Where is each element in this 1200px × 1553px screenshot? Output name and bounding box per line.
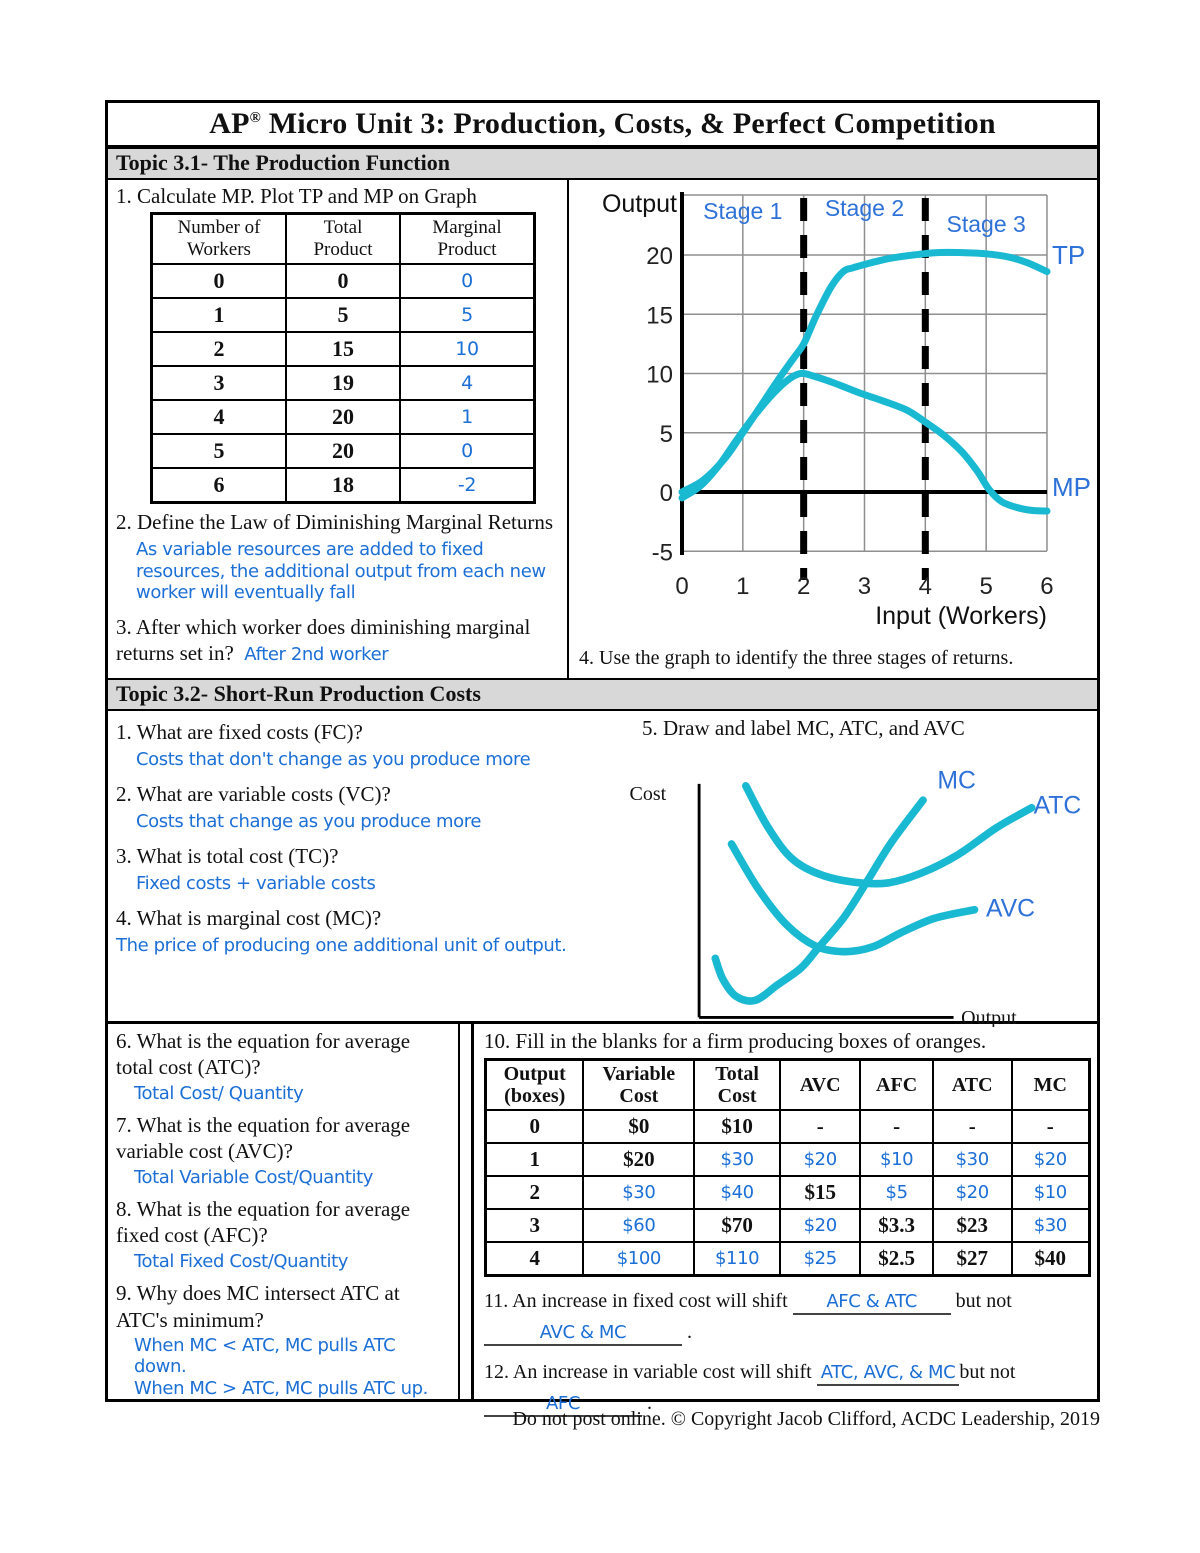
- table-row: [152, 264, 535, 298]
- table-cell: 2: [486, 1176, 584, 1209]
- table-row: [152, 366, 535, 400]
- handwritten-answer: Total Fixed Cost/Quantity: [134, 1250, 348, 1272]
- table-cell: 15: [286, 332, 400, 366]
- table-cell: 0: [486, 1110, 584, 1143]
- production-chart: [569, 180, 1097, 650]
- question-text: .: [682, 1321, 692, 1344]
- table-cell: 1: [486, 1143, 584, 1176]
- registered-mark: ®: [249, 110, 262, 126]
- column-header: MC: [1012, 1060, 1090, 1111]
- table-cell: $20: [1012, 1143, 1090, 1176]
- handwritten-answer: Costs that change as you produce more: [136, 811, 482, 833]
- table-cell: -: [933, 1110, 1012, 1143]
- svg-text:MP: MP: [1052, 472, 1091, 502]
- question-2: 2. Define the Law of Diminishing Marginal Returns: [116, 509, 554, 534]
- handwritten-answer: When MC < ATC, MC pulls ATC down. When MC > ATC, MC pulls ATC up.: [134, 1334, 428, 1399]
- table-cell: 5: [286, 298, 400, 332]
- table-cell: 5: [152, 434, 287, 468]
- table-cell: $30: [583, 1176, 694, 1209]
- table-cell: 1: [152, 298, 287, 332]
- table-row: [152, 298, 535, 332]
- table-cell: $27: [933, 1242, 1012, 1276]
- table-row: [152, 400, 535, 434]
- bottom-section: [108, 1021, 1097, 1415]
- table-row: [152, 332, 535, 366]
- topic-32-graph-area: [620, 711, 1097, 1028]
- table-cell: $10: [694, 1110, 780, 1143]
- table-cell: $2.5: [860, 1242, 932, 1276]
- worksheet-frame: [105, 100, 1100, 1415]
- table-cell: $40: [694, 1176, 780, 1209]
- table-cell: $20: [780, 1143, 860, 1176]
- worker-table: [150, 212, 536, 504]
- table-cell: $25: [780, 1242, 860, 1276]
- question: 2. What are variable costs (VC)?: [116, 781, 391, 806]
- question-text: 12. An increase in variable cost will shift: [484, 1361, 817, 1384]
- question-10: 10. Fill in the blanks for a firm producing boxes of oranges.: [484, 1029, 987, 1053]
- table-cell: 18: [286, 468, 400, 503]
- svg-text:10: 10: [646, 361, 673, 389]
- table-row: [486, 1143, 1090, 1176]
- column-header: AFC: [860, 1060, 932, 1111]
- bottom-left-questions: [108, 1024, 460, 1399]
- question-3: 3. After which worker does diminishing marginal returns set in? After 2nd worker: [116, 614, 531, 666]
- table-cell: $30: [694, 1143, 780, 1176]
- table-cell: $5: [860, 1176, 932, 1209]
- question-5: 5. Draw and label MC, ATC, and AVC: [642, 716, 965, 740]
- table-cell: 3: [152, 366, 287, 400]
- question: 8. What is the equation for average fixed cost (AFC)?: [116, 1197, 411, 1248]
- table-cell: $30: [933, 1143, 1012, 1176]
- filled-blank: AFC: [484, 1395, 642, 1417]
- column-header: Output (boxes): [486, 1060, 584, 1111]
- svg-text:Output: Output: [601, 190, 677, 218]
- filled-blank: ATC, AVC, & MC: [817, 1364, 960, 1386]
- svg-text:AVC: AVC: [985, 895, 1036, 923]
- svg-text:MC: MC: [937, 767, 976, 795]
- handwritten-answer: Fixed costs + variable costs: [136, 872, 376, 894]
- table-cell: 4: [152, 400, 287, 434]
- column-header: Total Product: [286, 214, 400, 264]
- cost-curves-chart: [620, 741, 1087, 1027]
- table-cell: 3: [486, 1209, 584, 1242]
- table-row: [152, 434, 535, 468]
- handwritten-answer: Costs that don't change as you produce more: [136, 749, 531, 771]
- table-cell: 0: [400, 434, 535, 468]
- table-cell: $20: [933, 1176, 1012, 1209]
- table-cell: 4: [400, 366, 535, 400]
- handwritten-answer: Total Cost/ Quantity: [134, 1082, 304, 1104]
- question-11: [484, 1286, 1091, 1348]
- svg-text:20: 20: [646, 243, 673, 270]
- table-cell: $110: [694, 1242, 780, 1276]
- topic-31-right-column: [569, 180, 1097, 678]
- svg-text:Stage 3: Stage 3: [946, 211, 1026, 237]
- question: 3. What is total cost (TC)?: [116, 843, 339, 868]
- svg-text:2: 2: [796, 573, 811, 600]
- question-text: but not: [959, 1361, 1016, 1384]
- table-cell: $10: [1012, 1176, 1090, 1209]
- svg-text:ATC: ATC: [1033, 792, 1082, 820]
- section-topic-31: [108, 180, 1097, 680]
- table-cell: 0: [152, 264, 287, 298]
- question-text: 11. An increase in fixed cost will shift: [484, 1290, 793, 1313]
- question: 9. Why does MC intersect ATC at ATC's minimum?: [116, 1281, 400, 1332]
- table-cell: 20: [286, 434, 400, 468]
- table-cell: $40: [1012, 1242, 1090, 1276]
- column-header: AVC: [780, 1060, 860, 1111]
- column-header: Total Cost: [694, 1060, 780, 1111]
- section-topic-32: [108, 711, 1097, 1028]
- table-cell: -: [1012, 1110, 1090, 1143]
- copyright-footer: Do not post online. © Copyright Jacob Clifford, ACDC Leadership, 2019: [512, 1408, 1100, 1430]
- table-cell: -2: [400, 468, 535, 503]
- table-cell: $20: [583, 1143, 694, 1176]
- table-cell: 2: [152, 332, 287, 366]
- table-cell: $70: [694, 1209, 780, 1242]
- svg-text:15: 15: [646, 302, 673, 330]
- table-row: [152, 468, 535, 503]
- svg-text:Stage 2: Stage 2: [824, 195, 905, 221]
- svg-text:5: 5: [659, 420, 673, 448]
- table-cell: 20: [286, 400, 400, 434]
- question-text: but not: [950, 1290, 1012, 1313]
- svg-text:Stage 1: Stage 1: [703, 198, 783, 224]
- question: 4. What is marginal cost (MC)?: [116, 905, 382, 930]
- question: 6. What is the equation for average total cost (ATC)?: [116, 1029, 411, 1080]
- page-title: [108, 103, 1097, 149]
- filled-blank: AVC & MC: [484, 1324, 682, 1346]
- table-cell: 10: [400, 332, 535, 366]
- handwritten-answer: The price of producing one additional unit of output.: [116, 934, 567, 956]
- table-cell: $23: [933, 1209, 1012, 1242]
- table-cell: -: [860, 1110, 932, 1143]
- table-cell: 1: [400, 400, 535, 434]
- question-3-answer: After 2nd worker: [244, 644, 389, 666]
- question: 1. What are fixed costs (FC)?: [116, 720, 363, 744]
- topic-32-header: Topic 3.2- Short-Run Production Costs: [108, 680, 1097, 711]
- svg-text:Input (Workers): Input (Workers): [875, 602, 1047, 630]
- svg-text:6: 6: [1040, 573, 1054, 600]
- table-row: [486, 1110, 1090, 1143]
- table-row: [486, 1242, 1090, 1276]
- topic-31-left-column: [108, 180, 569, 678]
- bottom-right-panel: [471, 1024, 1097, 1415]
- column-header: ATC: [933, 1060, 1012, 1111]
- table-cell: $0: [583, 1110, 694, 1143]
- svg-text:4: 4: [918, 573, 932, 600]
- question-4: 4. Use the graph to identify the three stages of returns.: [579, 647, 1014, 669]
- table-cell: $100: [583, 1242, 694, 1276]
- table-cell: 0: [286, 264, 400, 298]
- orange-cost-table: [484, 1058, 1091, 1277]
- title-text: AP® Micro Unit 3: Production, Costs, & Perfect Competition: [209, 107, 996, 140]
- svg-text:1: 1: [736, 573, 750, 600]
- column-header: Marginal Product: [400, 214, 535, 264]
- svg-text:0: 0: [659, 480, 673, 507]
- table-cell: $60: [583, 1209, 694, 1242]
- table-cell: $15: [780, 1176, 860, 1209]
- filled-blank: AFC & ATC: [793, 1293, 951, 1315]
- svg-text:Output: Output: [961, 1007, 1017, 1028]
- question-text: .: [642, 1392, 652, 1415]
- question-2-answer: As variable resources are added to fixed resources, the additional output from each new worker will eventually fall: [136, 539, 546, 604]
- table-cell: 6: [152, 468, 287, 503]
- svg-text:Cost: Cost: [629, 783, 667, 806]
- table-row: [486, 1176, 1090, 1209]
- handwritten-answer: Total Variable Cost/Quantity: [134, 1166, 374, 1188]
- table-cell: -: [780, 1110, 860, 1143]
- topic-31-header: Topic 3.1- The Production Function: [108, 149, 1097, 180]
- table-cell: 5: [400, 298, 535, 332]
- table-cell: $20: [780, 1209, 860, 1242]
- svg-text:5: 5: [979, 573, 993, 600]
- table-cell: $30: [1012, 1209, 1090, 1242]
- question-1: 1. Calculate MP. Plot TP and MP on Graph: [116, 184, 477, 208]
- topic-32-questions: [108, 711, 620, 1021]
- svg-text:-5: -5: [651, 539, 673, 567]
- table-cell: 0: [400, 264, 535, 298]
- svg-text:3: 3: [857, 573, 872, 600]
- table-row: [486, 1209, 1090, 1242]
- svg-text:TP: TP: [1052, 240, 1086, 270]
- column-header: Number of Workers: [152, 214, 287, 264]
- table-cell: $10: [860, 1143, 932, 1176]
- svg-text:0: 0: [675, 573, 689, 600]
- table-cell: 4: [486, 1242, 584, 1276]
- question: 7. What is the equation for average variable cost (AVC)?: [116, 1113, 411, 1164]
- column-header: Variable Cost: [583, 1060, 694, 1111]
- table-cell: $3.3: [860, 1209, 932, 1242]
- table-cell: 19: [286, 366, 400, 400]
